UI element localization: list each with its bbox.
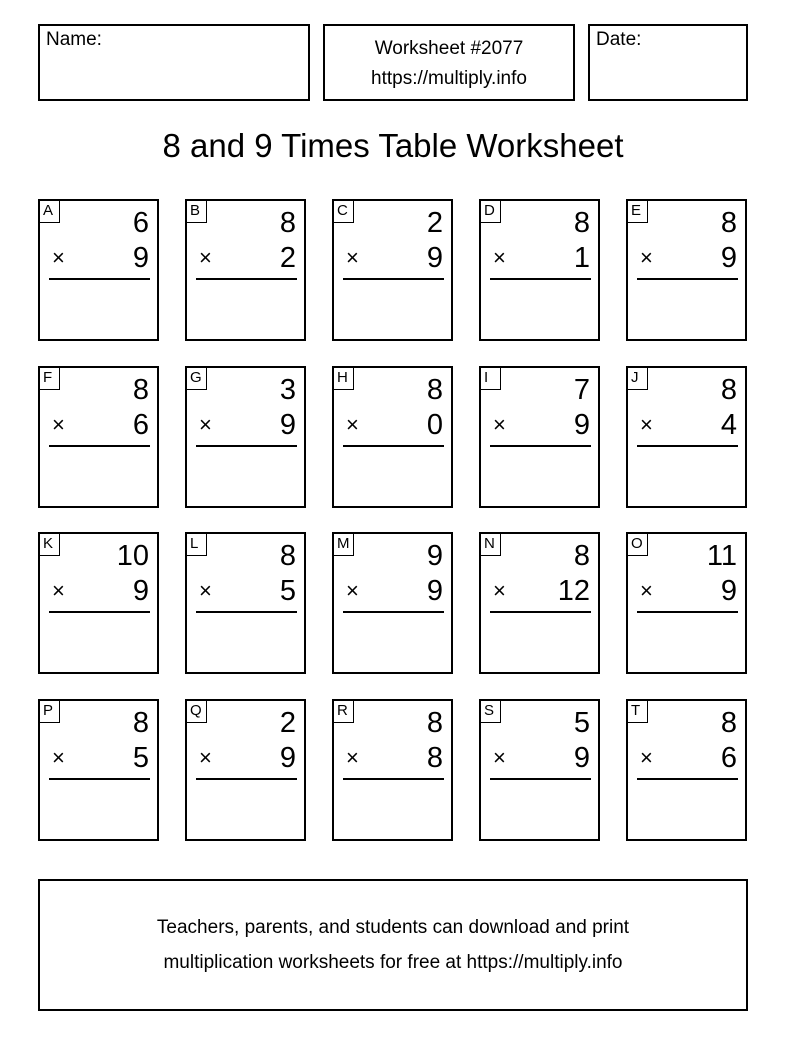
times-sign: × — [640, 745, 653, 770]
problem-card[interactable] — [626, 699, 747, 841]
answer-rule — [343, 278, 444, 280]
problem-bottom-number: 2 — [279, 242, 296, 274]
answer-rule — [196, 445, 297, 447]
problem-top-number: 7 — [573, 374, 590, 406]
answer-rule — [49, 278, 150, 280]
problem-letter: A — [40, 201, 60, 223]
problem-top-number: 9 — [426, 540, 443, 572]
times-sign: × — [493, 412, 506, 437]
problem-bottom-number: 9 — [720, 242, 737, 274]
problem-bottom-number: 9 — [426, 242, 443, 274]
footer-line-1: Teachers, parents, and students can download and print — [156, 917, 630, 938]
problem-card[interactable] — [185, 532, 306, 674]
problem-bottom-number: 6 — [720, 742, 737, 774]
problem-card[interactable] — [332, 532, 453, 674]
problem-letter: S — [481, 701, 501, 723]
times-sign: × — [346, 745, 359, 770]
answer-rule — [196, 778, 297, 780]
problem-card[interactable] — [185, 699, 306, 841]
problem-card[interactable] — [626, 532, 747, 674]
answer-rule — [490, 278, 591, 280]
problem-bottom-number: 4 — [720, 409, 737, 441]
footer-note — [38, 879, 748, 1011]
problem-card[interactable] — [626, 366, 747, 508]
problem-letter: L — [187, 534, 207, 556]
answer-rule — [637, 278, 738, 280]
name-label: Name: — [46, 29, 102, 50]
problem-top-number: 8 — [132, 374, 149, 406]
answer-rule — [343, 445, 444, 447]
problem-letter: B — [187, 201, 207, 223]
problem-card[interactable] — [38, 532, 159, 674]
problem-card[interactable] — [332, 366, 453, 508]
times-sign: × — [52, 245, 65, 270]
problem-card[interactable] — [38, 699, 159, 841]
answer-rule — [343, 611, 444, 613]
problem-card[interactable] — [38, 366, 159, 508]
worksheet-url: https://multiply.info — [371, 68, 527, 89]
problem-top-number: 8 — [573, 540, 590, 572]
answer-rule — [49, 611, 150, 613]
times-sign: × — [52, 745, 65, 770]
problem-top-number: 8 — [573, 207, 590, 239]
problem-letter: K — [40, 534, 60, 556]
problem-letter: P — [40, 701, 60, 723]
times-sign: × — [493, 745, 506, 770]
problem-card[interactable] — [479, 199, 600, 341]
problem-bottom-number: 9 — [279, 742, 296, 774]
answer-rule — [637, 611, 738, 613]
answer-rule — [49, 445, 150, 447]
problem-top-number: 10 — [116, 540, 149, 572]
worksheet-number: Worksheet #2077 — [374, 38, 524, 59]
problem-card[interactable] — [185, 199, 306, 341]
problem-bottom-number: 5 — [279, 575, 296, 607]
footer-line-2: multiplication worksheets for free at https://multiply.info — [163, 952, 623, 973]
page-title: 8 and 9 Times Table Worksheet — [162, 127, 624, 164]
date-label: Date: — [596, 29, 642, 50]
problem-letter: D — [481, 201, 501, 223]
problem-top-number: 8 — [279, 540, 296, 572]
times-sign: × — [640, 412, 653, 437]
problem-top-number: 2 — [426, 207, 443, 239]
problem-letter: E — [628, 201, 648, 223]
times-sign: × — [199, 578, 212, 603]
problem-top-number: 8 — [279, 207, 296, 239]
problem-letter: C — [334, 201, 354, 223]
problem-card[interactable] — [185, 366, 306, 508]
problem-card[interactable] — [332, 699, 453, 841]
problem-top-number: 5 — [573, 707, 590, 739]
answer-rule — [637, 445, 738, 447]
problem-bottom-number: 5 — [132, 742, 149, 774]
times-sign: × — [346, 578, 359, 603]
problem-card[interactable] — [332, 199, 453, 341]
problem-card[interactable] — [38, 199, 159, 341]
problem-letter: G — [187, 368, 207, 390]
problem-card[interactable] — [479, 699, 600, 841]
date-field[interactable] — [588, 24, 748, 101]
problem-card[interactable] — [479, 366, 600, 508]
times-sign: × — [199, 245, 212, 270]
times-sign: × — [199, 412, 212, 437]
times-sign: × — [493, 578, 506, 603]
problem-letter: J — [628, 368, 648, 390]
problem-letter: R — [334, 701, 354, 723]
problem-bottom-number: 9 — [573, 409, 590, 441]
problem-bottom-number: 9 — [426, 575, 443, 607]
times-sign: × — [493, 245, 506, 270]
problem-card[interactable] — [626, 199, 747, 341]
problem-letter: H — [334, 368, 354, 390]
problem-top-number: 8 — [720, 374, 737, 406]
problem-top-number: 3 — [279, 374, 296, 406]
problem-bottom-number: 6 — [132, 409, 149, 441]
times-sign: × — [640, 578, 653, 603]
problem-top-number: 6 — [132, 207, 149, 239]
times-sign: × — [199, 745, 212, 770]
times-sign: × — [52, 412, 65, 437]
times-sign: × — [346, 245, 359, 270]
problem-card[interactable] — [479, 532, 600, 674]
problem-top-number: 8 — [720, 207, 737, 239]
answer-rule — [490, 611, 591, 613]
problem-top-number: 2 — [279, 707, 296, 739]
answer-rule — [490, 445, 591, 447]
problem-bottom-number: 9 — [573, 742, 590, 774]
answer-rule — [490, 778, 591, 780]
problem-top-number: 8 — [426, 707, 443, 739]
problem-top-number: 8 — [720, 707, 737, 739]
problem-letter: N — [481, 534, 501, 556]
problem-letter: M — [334, 534, 354, 556]
times-sign: × — [640, 245, 653, 270]
problem-bottom-number: 1 — [573, 242, 590, 274]
name-field[interactable] — [38, 24, 310, 101]
answer-rule — [196, 278, 297, 280]
problem-bottom-number: 0 — [426, 409, 443, 441]
answer-rule — [49, 778, 150, 780]
times-sign: × — [346, 412, 359, 437]
problem-bottom-number: 9 — [279, 409, 296, 441]
answer-rule — [343, 778, 444, 780]
problem-top-number: 8 — [132, 707, 149, 739]
worksheet-info-box — [323, 24, 575, 101]
problem-letter: Q — [187, 701, 207, 723]
problem-bottom-number: 8 — [426, 742, 443, 774]
problem-bottom-number: 9 — [132, 575, 149, 607]
problem-bottom-number: 9 — [720, 575, 737, 607]
problem-letter: I — [481, 368, 501, 390]
problem-letter: F — [40, 368, 60, 390]
problem-letter: T — [628, 701, 648, 723]
problem-top-number: 8 — [426, 374, 443, 406]
answer-rule — [637, 778, 738, 780]
answer-rule — [196, 611, 297, 613]
times-sign: × — [52, 578, 65, 603]
problem-bottom-number: 12 — [557, 575, 590, 607]
problem-letter: O — [628, 534, 648, 556]
problem-bottom-number: 9 — [132, 242, 149, 274]
problem-top-number: 11 — [706, 540, 737, 572]
